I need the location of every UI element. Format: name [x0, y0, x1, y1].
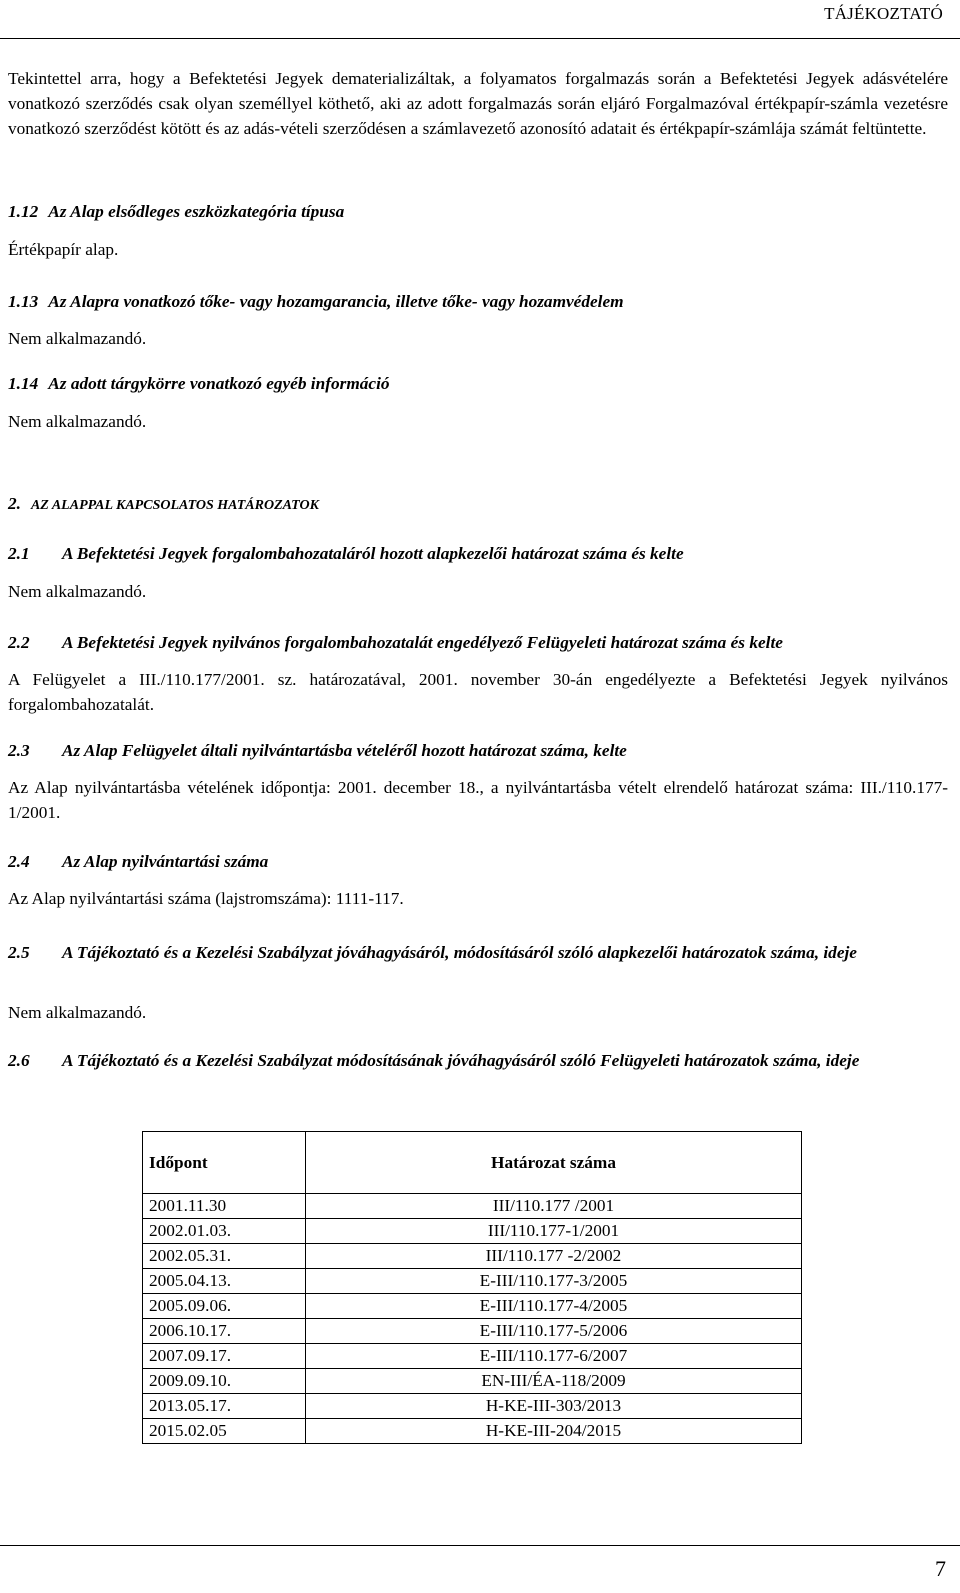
intro-paragraph: Tekintettel arra, hogy a Befektetési Jegyek dematerializáltak, a folyamatos forgalmazás során a Befektetési Jegyek adásvételére vonatkozó szerződés csak olyan személlyel köthető, aki az adott forgalmazás során eljáró Forgalmazóval értékpapír-számla vezetésre vonatkozó szerződést kötött és az adás-vételi szerződésen a számlavezető azonosító adatait és értékpapír-számlája számát feltüntette. — [8, 69, 948, 138]
heading-2-2-title: A Befektetési Jegyek nyilvános forgalombahozatalát engedélyező Felügyeleti határozat száma és kelte — [62, 633, 783, 652]
body-1-14: Nem alkalmazandó. — [8, 412, 147, 431]
section-number: 2. — [8, 494, 21, 513]
heading-2-6-title: A Tájékoztató és a Kezelési Szabályzat módosításának jóváhagyásáról szóló Felügyeleti határozatok száma, ideje — [62, 1051, 860, 1070]
decision-number-cell: H-KE-III-204/2015 — [306, 1419, 802, 1444]
heading-number: 1.13 — [8, 292, 39, 311]
heading-1-12 — [8, 199, 948, 224]
header-title: TÁJÉKOZTATÓ — [824, 4, 943, 23]
heading-2-6-number: 2.6 — [8, 1051, 30, 1070]
date-cell: 2002.01.03. — [143, 1219, 306, 1244]
table-row — [143, 1369, 802, 1394]
decision-number-cell: E-III/110.177-4/2005 — [306, 1294, 802, 1319]
heading-2-1-number: 2.1 — [8, 544, 30, 563]
table-row — [143, 1219, 802, 1244]
decision-number-cell: E-III/110.177-3/2005 — [306, 1269, 802, 1294]
date-cell: 2001.11.30 — [143, 1194, 306, 1219]
heading-2-1-title: A Befektetési Jegyek forgalombahozataláról hozott alapkezelői határozat száma és kelte — [62, 544, 684, 563]
column-header-decision-number: Határozat száma — [306, 1132, 802, 1194]
decision-number-cell: E-III/110.177-6/2007 — [306, 1344, 802, 1369]
heading-2-2-number: 2.2 — [8, 633, 30, 652]
date-cell: 2002.05.31. — [143, 1244, 306, 1269]
table-row — [143, 1394, 802, 1419]
heading-title: Az Alapra vonatkozó tőke- vagy hozamgarancia, illetve tőke- vagy hozamvédelem — [48, 292, 624, 311]
table-row — [143, 1319, 802, 1344]
date-cell: 2005.04.13. — [143, 1269, 306, 1294]
body-2-3: Az Alap nyilvántartásba vételének időpontja: 2001. december 18., a nyilvántartásba vételt elrendelő határozat száma: III./110.177-1/2001. — [8, 778, 948, 822]
body-2-2: A Felügyelet a III./110.177/2001. sz. határozatával, 2001. november 30-án engedélyezte a Befektetési Jegyek nyilvános forgalombahozatalát. — [8, 670, 948, 714]
decision-number-cell: E-III/110.177-5/2006 — [306, 1319, 802, 1344]
body-2-5: Nem alkalmazandó. — [8, 1003, 147, 1022]
heading-2-3-number: 2.3 — [8, 741, 30, 760]
heading-2-4-title: Az Alap nyilvántartási száma — [62, 852, 269, 871]
table-row — [143, 1294, 802, 1319]
section-2-heading — [8, 491, 319, 518]
body-2-1: Nem alkalmazandó. — [8, 582, 147, 601]
date-cell: 2007.09.17. — [143, 1344, 306, 1369]
heading-1-14 — [8, 371, 948, 396]
decision-number-cell: III/110.177-1/2001 — [306, 1219, 802, 1244]
date-cell: 2006.10.17. — [143, 1319, 306, 1344]
section-title: AZ ALAPPAL KAPCSOLATOS HATÁROZATOK — [30, 498, 319, 513]
decisions-table — [142, 1131, 802, 1444]
body-1-13: Nem alkalmazandó. — [8, 329, 147, 348]
date-cell: 2013.05.17. — [143, 1394, 306, 1419]
header-divider — [0, 38, 960, 39]
table-row — [143, 1269, 802, 1294]
table-row — [143, 1419, 802, 1444]
date-cell: 2009.09.10. — [143, 1369, 306, 1394]
decision-number-cell: EN-III/ÉA-118/2009 — [306, 1369, 802, 1394]
heading-title: Az adott tárgykörre vonatkozó egyéb információ — [48, 374, 390, 393]
decision-number-cell: III/110.177 -2/2002 — [306, 1244, 802, 1269]
table-row — [143, 1244, 802, 1269]
body-1-12: Értékpapír alap. — [8, 240, 119, 259]
date-cell: 2015.02.05 — [143, 1419, 306, 1444]
decision-number-cell: III/110.177 /2001 — [306, 1194, 802, 1219]
date-cell: 2005.09.06. — [143, 1294, 306, 1319]
table-row — [143, 1194, 802, 1219]
heading-2-5-number: 2.5 — [8, 943, 30, 962]
heading-2-5-title: A Tájékoztató és a Kezelési Szabályzat jóváhagyásáról, módosításáról szóló alapkezelői határozatok száma, ideje — [62, 943, 857, 962]
decision-number-cell: H-KE-III-303/2013 — [306, 1394, 802, 1419]
column-header-date: Időpont — [143, 1132, 306, 1194]
table-row — [143, 1344, 802, 1369]
heading-2-3-title: Az Alap Felügyelet általi nyilvántartásba vételéről hozott határozat száma, kelte — [62, 741, 627, 760]
footer-divider — [0, 1545, 960, 1546]
heading-number: 1.14 — [8, 374, 39, 393]
heading-title: Az Alap elsődleges eszközkategória típusa — [48, 202, 345, 221]
heading-2-4-number: 2.4 — [8, 852, 30, 871]
page-number: 7 — [935, 1556, 946, 1581]
body-2-4: Az Alap nyilvántartási száma (lajstromszáma): 1111-117. — [8, 889, 404, 908]
table-header-row — [143, 1132, 802, 1194]
heading-number: 1.12 — [8, 202, 39, 221]
heading-1-13 — [8, 289, 948, 314]
